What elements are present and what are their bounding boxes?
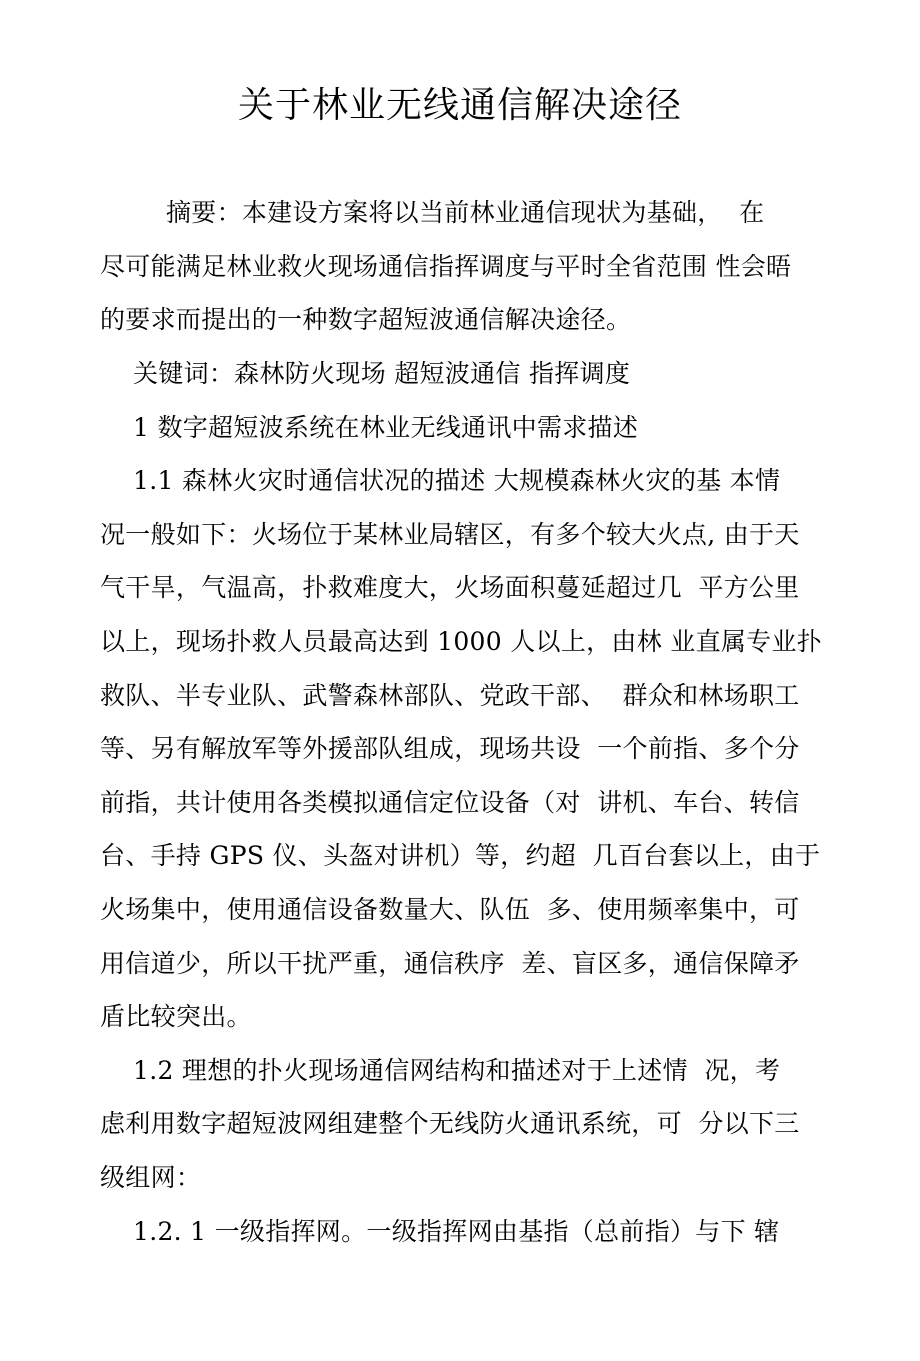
section-1-1-line-7: 前指，共计使用各类模拟通信定位设备（对 讲机、车台、转信 [100, 788, 800, 817]
document-title: 关于林业无线通信解决途径 [237, 85, 682, 126]
abstract-line-1: 摘要：本建设方案将以当前林业通信现状为基础， 在 [100, 198, 765, 227]
abstract-line-3: 的要求而提出的一种数字超短波通信解决途径。 [100, 305, 632, 334]
section-1-1-line-6: 等、另有解放军等外援部队组成，现场共设 一个前指、多个分 [100, 734, 800, 763]
section-1-1-line-8: 台、手持 GPS 仪、头盔对讲机）等，约超 几百台套以上，由于 [100, 841, 821, 870]
section-1-heading: 1 数字超短波系统在林业无线通讯中需求描述 [100, 413, 639, 442]
section-1-1-line-9: 火场集中，使用通信设备数量大、队伍 多、使用频率集中，可 [100, 895, 800, 924]
section-1-1-line-2: 况一般如下：火场位于某林业局辖区，有多个较大火点, 由于天 [100, 520, 800, 549]
section-1-2-line-2: 虑利用数字超短波网组建整个无线防火通讯系统，可 分以下三 [100, 1109, 800, 1138]
abstract-line-2: 尽可能满足林业救火现场通信指挥调度与平时全省范围 性会晤 [100, 252, 792, 281]
section-1-1-line-4: 以上，现场扑救人员最高达到 1000 人以上，由林 业直属专业扑 [100, 627, 823, 656]
section-1-2-line-3: 级组网： [100, 1163, 202, 1192]
section-1-1-line-1: 1.1 森林火灾时通信状况的描述 大规模森林火灾的基 本情 [100, 466, 781, 495]
section-1-1-line-11: 盾比较突出。 [100, 1002, 252, 1031]
keywords-line: 关键词：森林防火现场 超短波通信 指挥调度 [100, 359, 631, 388]
section-1-1-line-5: 救队、半专业队、武警森林部队、党政干部、 群众和林场职工 [100, 681, 800, 710]
section-1-1-line-3: 气干旱，气温高，扑救难度大，火场面积蔓延超过几 平方公里 [100, 573, 800, 602]
section-1-1-line-10: 用信道少，所以干扰严重，通信秩序 差、盲区多，通信保障矛 [100, 949, 800, 978]
section-1-2-1-line-1: 1.2. 1 一级指挥网。一级指挥网由基指（总前指）与下 辖 [100, 1217, 780, 1246]
section-1-2-line-1: 1.2 理想的扑火现场通信网结构和描述对于上述情 况，考 [100, 1056, 781, 1085]
